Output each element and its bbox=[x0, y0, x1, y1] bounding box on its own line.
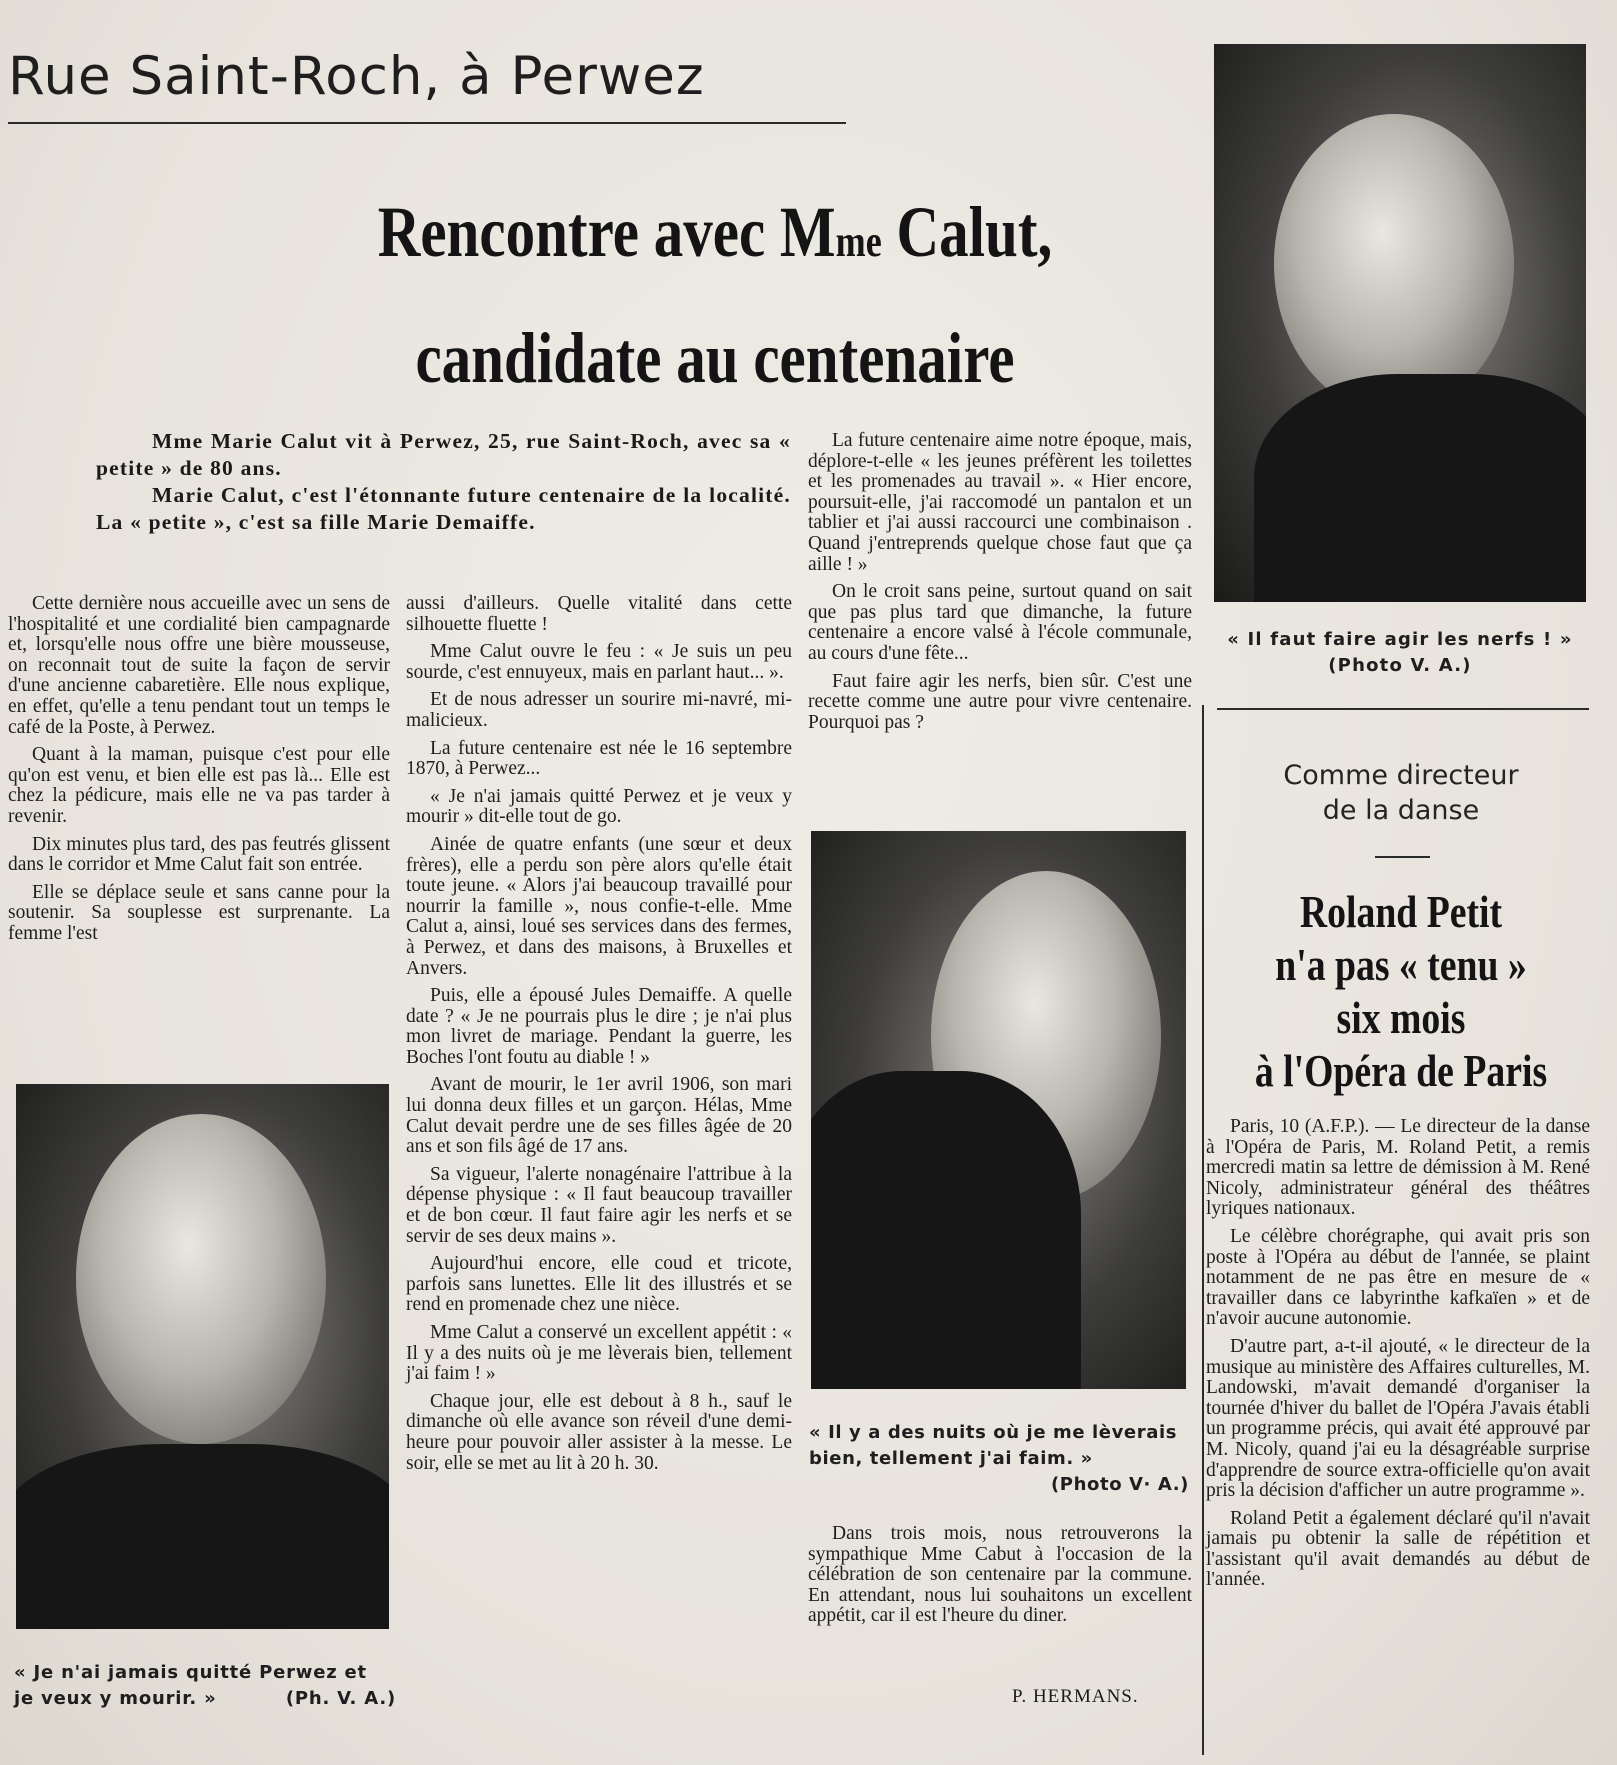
photo-coat bbox=[811, 1071, 1081, 1389]
paragraph: Ainée de quatre enfants (une sœur et deux frères), elle a perdu son père alors qu'elle était toute jeune. « Alors j'ai beaucoup travaillé pour nourrir la famille », nous confie-t-elle. Mme Calut a, ainsi, loué ses services dans des fermes, à Perwez, et dans des maisons, à Bruxelles et Anvers. bbox=[406, 833, 792, 979]
photo2-quote-line1: « Je n'ai jamais quitté Perwez et bbox=[14, 1662, 367, 1683]
paragraph: Dix minutes plus tard, des pas feutrés glissent dans le corridor et Mme Calut fait son entrée. bbox=[8, 833, 390, 876]
paragraph: « Je n'ai jamais quitté Perwez et je veux y mourir » dit-elle tout de go. bbox=[406, 785, 792, 828]
sidebar-kicker-line1: Comme directeur bbox=[1283, 760, 1519, 791]
paragraph: La future centenaire est née le 16 septembre 1870, à Perwez... bbox=[406, 737, 792, 780]
article-column-1 bbox=[8, 594, 390, 952]
photo2-caption bbox=[14, 1660, 396, 1712]
paragraph: On le croit sans peine, surtout quand on sait que pas plus tard que dimanche, la future centenaire a encore valsé à l'école communale, au cours d'une fête... bbox=[808, 581, 1192, 664]
photo-coat bbox=[1254, 374, 1586, 602]
photo-profile-portrait bbox=[811, 831, 1186, 1389]
paragraph: La future centenaire aime notre époque, mais, déplore-t-elle « les jeunes préfèrent les toilettes et les promenades au travail ». « Hier encore, poursuit-elle, j'ai raccomodé un pantalon et un tablier et j'ai aussi raccourci une combinaison . Quand j'entreprends quelque chose faut que ça aille ! » bbox=[808, 430, 1192, 575]
photo1-credit: (Photo V. A.) bbox=[1328, 655, 1472, 676]
sidebar-headline-line: à l'Opéra de Paris bbox=[1254, 1045, 1548, 1096]
sidebar-headline-line: Roland Petit bbox=[1299, 886, 1503, 937]
paragraph: Le célèbre chorégraphe, qui avait pris son poste à l'Opéra au début de l'année, se plaint notamment de ne pas être en mesure de « travailler dans ce labyrinthe kafkaïen » et de n'avoir aucune autonomie. bbox=[1206, 1225, 1590, 1330]
photo1-caption bbox=[1208, 627, 1592, 679]
headline-line-1-pre: Rencontre avec M bbox=[377, 192, 836, 272]
paragraph: Elle se déplace seule et sans canne pour la soutenir. Sa souplesse est surprenante. La femme l'est bbox=[8, 881, 390, 944]
article-column-3 bbox=[808, 431, 1192, 740]
paragraph: Dans trois mois, nous retrouverons la sympathique Mme Cabut à l'occasion de la célébration de son centenaire par la commune. En attendant, nous lui souhaitons un excellent appétit, car il est l'heure du diner. bbox=[808, 1523, 1192, 1627]
sidebar-headline bbox=[1206, 885, 1596, 1097]
paragraph: Roland Petit a également déclaré qu'il n'avait jamais pu obtenir la salle de répétition et l'assistant qu'il avait demandés au début de l'année. bbox=[1206, 1507, 1590, 1591]
paragraph: Avant de mourir, le 1er avril 1906, son mari lui donna deux filles et un garçon. Hélas, Mme Calut devait perdre une de ses filles âgée de 20 ans et son fils âgé de 17 ans. bbox=[406, 1074, 792, 1158]
paragraph: D'autre part, a-t-il ajouté, « le directeur de la musique au ministère des Affaires culturelles, M. Landowski, m'avait demandé d'organiser la tournée d'hiver du ballet de l'Opéra J'avais établi un programme précis, qui avait été approuvé par M. Nicoly, quand j'ai eu la désagréable surprise d'apprendre de source extra-officielle qu'on avait pris la décision d'afficher un autre programme ». bbox=[1206, 1335, 1590, 1502]
article-column-2 bbox=[406, 594, 792, 1481]
photo-face bbox=[1274, 114, 1514, 414]
sidebar-headline-line: n'a pas « tenu » bbox=[1275, 939, 1527, 990]
photo-hand-on-head bbox=[1214, 44, 1586, 602]
headline-line-1-post: Calut, bbox=[881, 192, 1053, 272]
intro-paragraph: Marie Calut, c'est l'étonnante future centenaire de la localité. La « petite », c'est sa fille Marie Demaiffe. bbox=[96, 483, 791, 534]
article-column-3-end bbox=[808, 1524, 1192, 1634]
photo-face bbox=[76, 1114, 326, 1444]
column-separator bbox=[1202, 705, 1204, 1755]
paragraph: Cette dernière nous accueille avec un sens de l'hospitalité et une cordialité bien campagnarde et, lorsqu'elle nous offre une bière mousseuse, on reconnait tout de suite la façon de servir d'une ancienne cabaretière. Elle nous explique, en effet, qu'elle a tenu pendant tout un temps le café de la Poste, à Perwez. bbox=[8, 593, 390, 738]
paragraph: Mme Calut a conservé un excellent appétit : « Il y a des nuits où je me lèverais bien, tellement j'ai faim ! » bbox=[406, 1322, 792, 1385]
photo3-caption bbox=[809, 1420, 1189, 1498]
author-signature: P. HERMANS. bbox=[1012, 1686, 1139, 1707]
sidebar-kicker-line2: de la danse bbox=[1322, 795, 1480, 826]
headline-line-1 bbox=[317, 192, 1112, 272]
paragraph: Faut faire agir les nerfs, bien sûr. C'est une recette comme une autre pour vivre centenaire. Pourquoi pas ? bbox=[808, 670, 1192, 733]
photo3-credit: (Photo V· A.) bbox=[1050, 1474, 1189, 1495]
photo1-quote: « Il faut faire agir les nerfs ! » bbox=[1227, 629, 1573, 650]
sidebar-kicker bbox=[1206, 758, 1596, 828]
sidebar-top-rule bbox=[1217, 708, 1589, 710]
sidebar-article-body bbox=[1206, 1117, 1590, 1598]
kicker-rule bbox=[8, 122, 846, 124]
paragraph: Sa vigueur, l'alerte nonagénaire l'attribue à la dépense physique : « Il faut beaucoup travailler et de bon cœur. Il faut faire agir les nerfs et se servir de ses deux mains ». bbox=[406, 1163, 792, 1247]
photo-coat bbox=[16, 1444, 389, 1629]
photo-portrait-smiling bbox=[16, 1084, 389, 1629]
paragraph: aussi d'ailleurs. Quelle vitalité dans cette silhouette fluette ! bbox=[406, 593, 792, 635]
headline-line-2: candidate au centenaire bbox=[415, 318, 1015, 398]
photo2-caption-line2 bbox=[14, 1686, 396, 1712]
paragraph: Mme Calut ouvre le feu : « Je suis un peu sourde, c'est ennuyeux, mais en parlant haut... ». bbox=[406, 641, 792, 683]
paragraph: Paris, 10 (A.F.P.). — Le directeur de la danse à l'Opéra de Paris, M. Roland Petit, a remis mercredi matin sa lettre de démission à M. René Nicoly, administrateur général des théâtres lyriques nationaux. bbox=[1206, 1116, 1590, 1220]
section-kicker: Rue Saint-Roch, à Perwez bbox=[8, 46, 705, 107]
sidebar-dash bbox=[1375, 856, 1430, 858]
intro-paragraph: Mme Marie Calut vit à Perwez, 25, rue Saint-Roch, avec sa « petite » de 80 ans. bbox=[96, 429, 791, 480]
sidebar-headline-line: six mois bbox=[1336, 992, 1466, 1043]
headline-line-1-sup: me bbox=[835, 217, 882, 266]
paragraph: Puis, elle a épousé Jules Demaiffe. A quelle date ? « Je ne pourrais plus le dire ; je n'ai plus mon livret de mariage. Pendant la guerre, les Boches l'ont foutu au diable ! » bbox=[406, 985, 792, 1068]
article-intro bbox=[96, 428, 791, 536]
photo2-quote-line2: je veux y mourir. » bbox=[14, 1688, 217, 1709]
photo2-credit: (Ph. V. A.) bbox=[285, 1688, 396, 1709]
paragraph: Quant à la maman, puisque c'est pour elle qu'on est venu, et bien elle est pas là... Elle est chez la pédicure, mais elle ne va pas tarder à revenir. bbox=[8, 744, 390, 827]
paragraph: Chaque jour, elle est debout à 8 h., sauf le dimanche où elle avance son réveil d'une demi-heure pour pouvoir aller assister à la messe. Le soir, elle se met au lit à 20 h. 30. bbox=[406, 1390, 792, 1474]
paragraph: Et de nous adresser un sourire mi-navré, mi-malicieux. bbox=[406, 689, 792, 731]
photo3-quote: « Il y a des nuits où je me lèverais bien, tellement j'ai faim. » bbox=[809, 1422, 1178, 1469]
paragraph: Aujourd'hui encore, elle coud et tricote, parfois sans lunettes. Elle lit des illustrés et se rend en promenade chez une nièce. bbox=[406, 1253, 792, 1316]
